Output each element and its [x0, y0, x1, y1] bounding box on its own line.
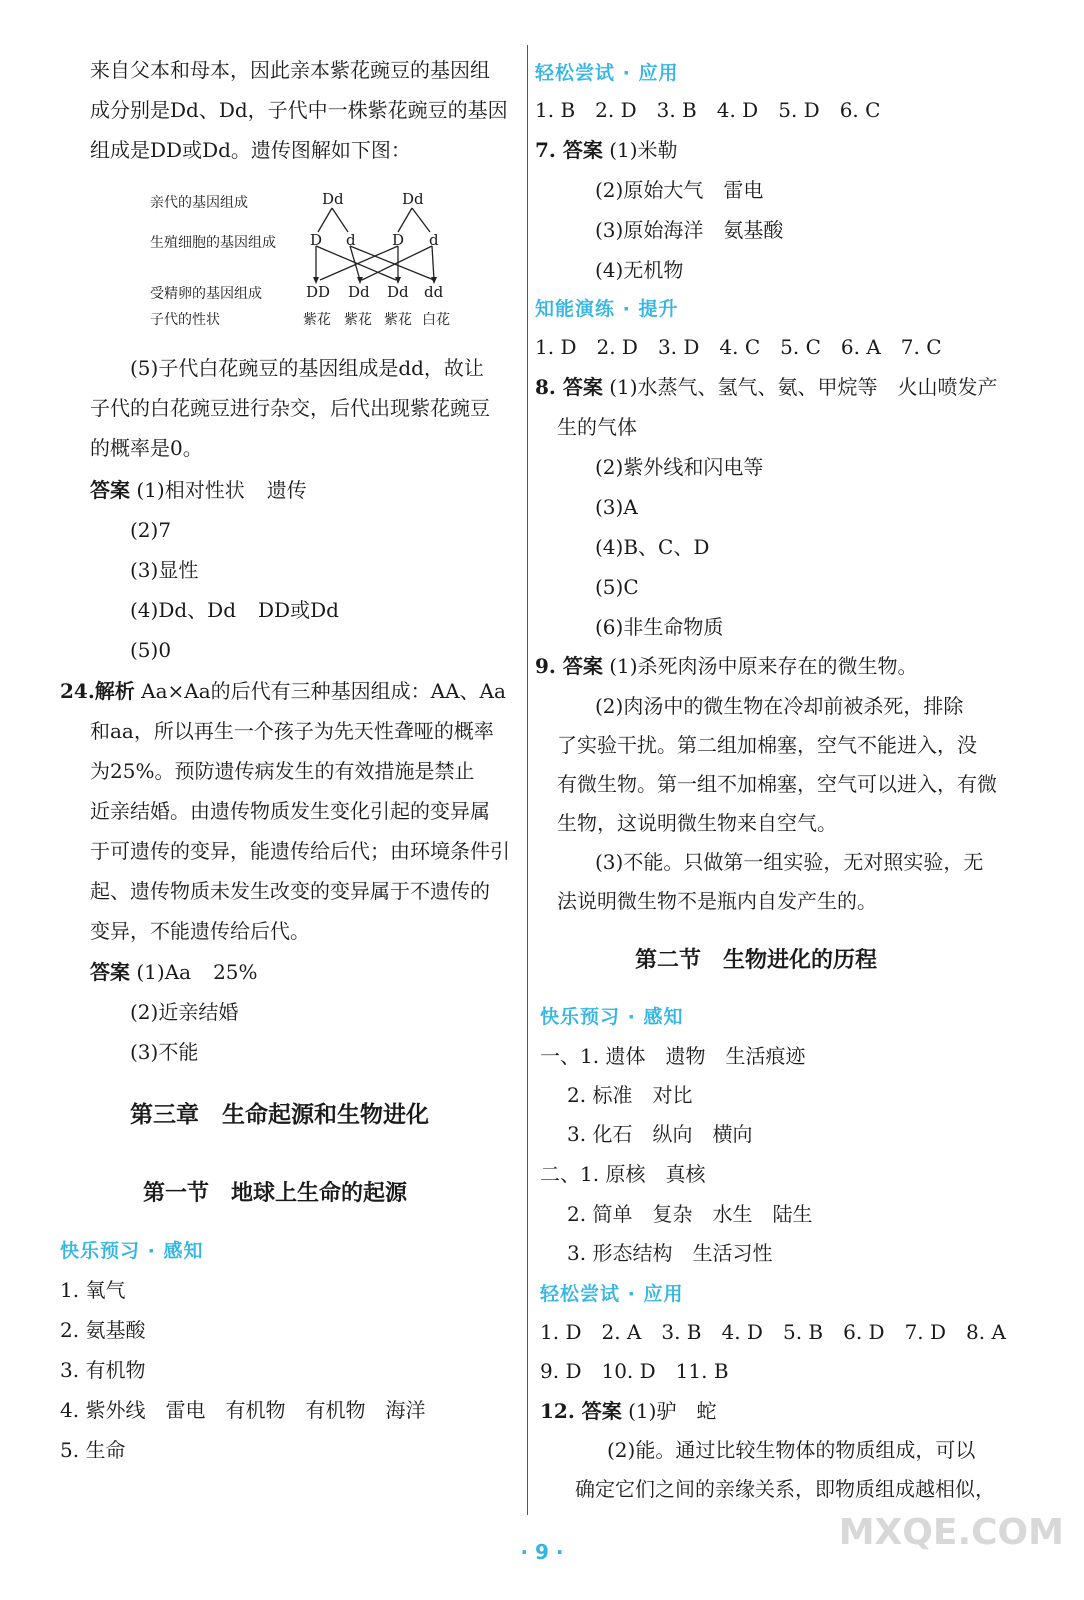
- text-line: (2)能。通过比较生物体的物质组成，可以: [607, 1438, 976, 1462]
- text-line: 起、遗传物质未发生改变的变异属于不遗传的: [90, 879, 490, 903]
- answer-line: 4. 紫外线 雷电 有机物 有机物 海洋: [60, 1398, 426, 1422]
- text-line: 成分别是Dd、Dd，子代中一株紫花豌豆的基因: [90, 98, 508, 122]
- answer-value: (1)米勒: [609, 138, 678, 162]
- answer-value: DD或Dd: [258, 598, 339, 622]
- answer-line: [90, 958, 258, 986]
- answer-value: (4)Dd、Dd: [130, 598, 237, 622]
- section-title: 第一节 地球上生命的起源: [143, 1181, 408, 1206]
- answer-value: (1)水蒸气、氢气、氨、甲烷等 火山喷发产: [609, 375, 998, 399]
- answer-line: 生的气体: [557, 415, 637, 439]
- answer-line: (6)非生命物质: [595, 615, 724, 639]
- answer-line: (4)B、C、D: [595, 535, 710, 559]
- parent-genotype: Dd: [322, 190, 344, 208]
- answer-value: (1)杀死肉汤中原来存在的微生物。: [609, 654, 918, 678]
- question-24: [60, 677, 506, 705]
- question-8: [535, 373, 998, 401]
- offspring-trait: 白花: [422, 312, 450, 328]
- zygote-genotype: Dd: [387, 283, 409, 301]
- question-label: 12. 答案: [540, 1399, 622, 1423]
- answer-line: 一、1. 遗体 遗物 生活痕迹: [540, 1044, 806, 1068]
- diagram-row-label: 受精卵的基因组成: [150, 286, 262, 302]
- answer-line: 9. D 10. D 11. B: [540, 1359, 729, 1383]
- text-line: 有微生物。第一组不加棉塞，空气可以进入，有微: [557, 772, 997, 796]
- offspring-trait: 紫花: [303, 312, 331, 328]
- question-label: 7. 答案: [535, 138, 603, 162]
- question-7: [535, 136, 678, 164]
- zygote-genotype: Dd: [348, 283, 370, 301]
- text-line: 法说明微生物不是瓶内自发产生的。: [557, 889, 877, 913]
- answer-line: 3. 形态结构 生活习性: [567, 1241, 773, 1265]
- question-label: 24.解析: [60, 679, 135, 703]
- section-header: 轻松尝试 · 应用: [540, 1283, 684, 1305]
- section-header: 快乐预习 · 感知: [60, 1240, 204, 1262]
- answer-line: 2. 氨基酸: [60, 1318, 146, 1342]
- diagram-row-label: 生殖细胞的基因组成: [150, 235, 276, 251]
- answer-value: (1)Aa: [136, 960, 192, 984]
- page-number: · 9 ·: [520, 1540, 564, 1564]
- answer-line: (5)C: [595, 575, 639, 599]
- answer-line: 3. 有机物: [60, 1358, 146, 1382]
- answer-line: (3)原始海洋 氨基酸: [595, 218, 784, 242]
- section-title: 第二节 生物进化的历程: [635, 948, 878, 973]
- text-line: 来自父本和母本，因此亲本紫花豌豆的基因组: [90, 58, 490, 82]
- question-12: [540, 1397, 716, 1425]
- answer-line: 1. D 2. D 3. D 4. C 5. C 6. A 7. C: [535, 335, 942, 359]
- question-9: [535, 652, 918, 680]
- text-line: 确定它们之间的亲缘关系，即物质组成越相似，: [575, 1477, 995, 1501]
- text-line: 变异，不能遗传给后代。: [90, 919, 310, 943]
- answer-line: 1. 氧气: [60, 1278, 126, 1302]
- answer-line: 5. 生命: [60, 1438, 126, 1462]
- answer-line: 2. 标准 对比: [567, 1083, 693, 1107]
- section-header: 知能演练 · 提升: [535, 298, 679, 320]
- text-line: (3)不能。只做第一组实验，无对照实验，无: [595, 850, 984, 874]
- answer-line: (3)A: [595, 495, 638, 519]
- offspring-trait: 紫花: [384, 312, 412, 328]
- answer-label: 答案: [90, 960, 130, 984]
- parent-genotype: Dd: [402, 190, 424, 208]
- answer-line: (2)原始大气 雷电: [595, 178, 764, 202]
- answer-line: 2. 简单 复杂 水生 陆生: [567, 1202, 813, 1226]
- answer-value: (1)驴 蛇: [628, 1399, 717, 1423]
- answer-line: (2)紫外线和闪电等: [595, 455, 764, 479]
- answer-line: (2)7: [130, 518, 172, 542]
- zygote-genotype: dd: [424, 283, 444, 301]
- answer-line: (5)0: [130, 638, 172, 662]
- answer-line: [90, 476, 307, 504]
- answer-line: 1. B 2. D 3. B 4. D 5. D 6. C: [535, 98, 881, 122]
- answer-line: 3. 化石 纵向 横向: [567, 1122, 753, 1146]
- text-line: 的概率是0。: [90, 436, 203, 460]
- answer-value: (1)相对性状: [136, 478, 245, 502]
- answer-value: 遗传: [266, 478, 307, 502]
- watermark: MXQE.COM: [838, 1512, 1064, 1553]
- text-line: 组成是DD或Dd。遗传图解如下图：: [90, 138, 411, 162]
- zygote-genotype: DD: [306, 283, 331, 301]
- answer-label: 答案: [90, 478, 130, 502]
- gamete: D: [392, 231, 405, 249]
- answer-line: [130, 596, 339, 624]
- section-header: 快乐预习 · 感知: [540, 1006, 684, 1028]
- gamete: D: [310, 231, 323, 249]
- chapter-title: 第三章 生命起源和生物进化: [130, 1102, 429, 1128]
- diagram-row-label: 子代的性状: [150, 312, 220, 328]
- text-line: 和aa，所以再生一个孩子为先天性聋哑的概率: [90, 719, 494, 743]
- answer-line: (3)不能: [130, 1040, 199, 1064]
- text-line: (2)肉汤中的微生物在冷却前被杀死，排除: [595, 694, 964, 718]
- text-line: 于可遗传的变异，能遗传给后代；由环境条件引: [90, 839, 510, 863]
- diagram-row-label: 亲代的基因组成: [150, 195, 248, 211]
- offspring-trait: 紫花: [344, 312, 372, 328]
- answer-line: 1. D 2. A 3. B 4. D 5. B 6. D 7. D 8. A: [540, 1320, 1006, 1344]
- text-line: 近亲结婚。由遗传物质发生变化引起的变异属: [90, 799, 490, 823]
- text-line: 为25%。预防遗传病发生的有效措施是禁止: [90, 759, 475, 783]
- answer-line: (3)显性: [130, 558, 199, 582]
- answer-line: 二、1. 原核 真核: [540, 1162, 706, 1186]
- question-label: 8. 答案: [535, 375, 603, 399]
- question-label: 9. 答案: [535, 654, 603, 678]
- column-divider: [527, 45, 528, 1515]
- answer-value: 25%: [213, 960, 258, 984]
- text-line: 生物，这说明微生物来自空气。: [557, 811, 837, 835]
- text-line: (5)子代白花豌豆的基因组成是dd，故让: [130, 356, 484, 380]
- text-line: 子代的白花豌豆进行杂交，后代出现紫花豌豆: [90, 396, 490, 420]
- text-line: 了实验干扰。第二组加棉塞，空气不能进入，没: [557, 733, 977, 757]
- gamete: d: [346, 231, 356, 249]
- answer-line: (4)无机物: [595, 258, 684, 282]
- answer-line: (2)近亲结婚: [130, 1000, 239, 1024]
- gamete: d: [429, 231, 439, 249]
- genetic-diagram: [150, 180, 480, 340]
- section-header: 轻松尝试 · 应用: [535, 62, 679, 84]
- text-line: Aa×Aa的后代有三种基因组成：AA、Aa: [141, 679, 506, 703]
